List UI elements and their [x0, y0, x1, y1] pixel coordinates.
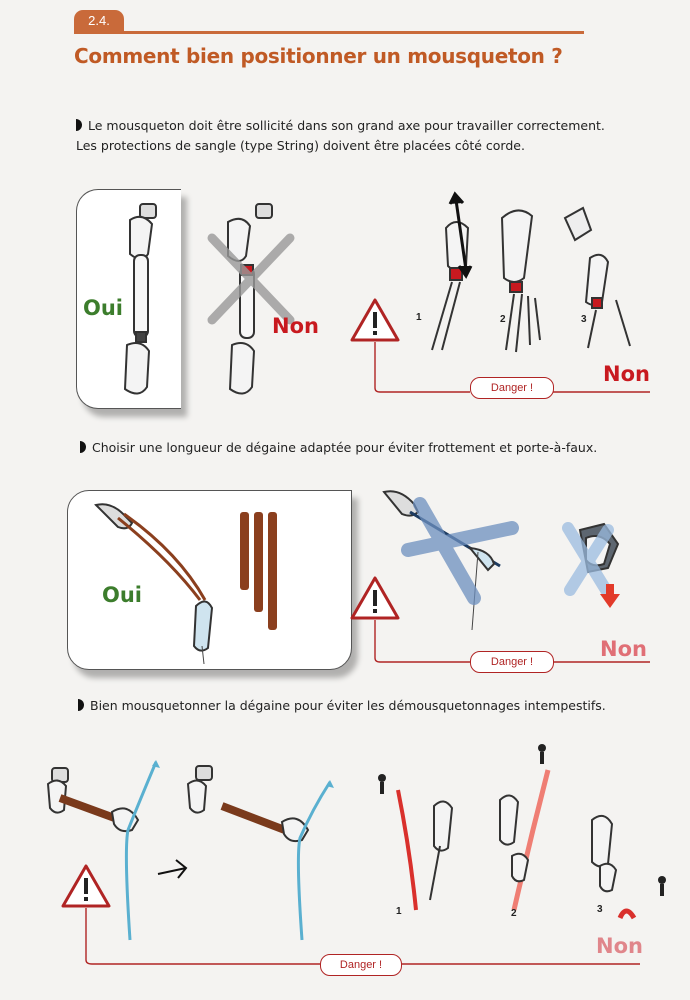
- rope: [398, 790, 416, 910]
- no-danger-label: Non: [603, 362, 650, 386]
- danger-badge: Danger !: [320, 954, 402, 976]
- page-title: Comment bien positionner un mousqueton ?: [74, 44, 563, 68]
- step-number: 3: [581, 314, 587, 325]
- rope: [514, 770, 548, 910]
- step-number: 1: [416, 312, 422, 323]
- yes-label: Oui: [102, 583, 143, 607]
- step-number: 2: [511, 908, 517, 919]
- no-label: Non: [272, 314, 319, 338]
- carabiner-icon: [592, 816, 616, 892]
- rope: [126, 762, 156, 940]
- no-label: Non: [600, 637, 647, 661]
- carabiner-icon: [500, 795, 528, 881]
- step-number: 3: [597, 904, 603, 915]
- step-number: 2: [500, 314, 506, 325]
- yes-label: Oui: [83, 296, 124, 320]
- rope: [298, 782, 330, 940]
- danger-badge: Danger !: [470, 651, 554, 673]
- intro-line-2: Les protections de sangle (type String) doivent être placées côté corde.: [76, 138, 525, 153]
- carabiner-icon: [48, 768, 138, 831]
- no-label: Non: [596, 934, 643, 958]
- section-number: 2.4.: [74, 10, 124, 32]
- arrow-right-icon: [158, 860, 186, 878]
- warning-triangle-icon: [63, 866, 109, 906]
- danger-badge: Danger !: [470, 377, 554, 399]
- carabiner-icon: [430, 801, 452, 900]
- point-3-text: Bien mousquetonner la dégaine pour éviter les démousquetonnages intempestifs.: [90, 698, 606, 713]
- intro-line-1: Le mousqueton doit être sollicité dans son grand axe pour travailler correctement.: [88, 118, 605, 133]
- point-2-text: Choisir une longueur de dégaine adaptée pour éviter frottement et porte-à-faux.: [92, 440, 598, 455]
- step-number: 1: [396, 906, 402, 917]
- carabiner-icon: [188, 766, 308, 841]
